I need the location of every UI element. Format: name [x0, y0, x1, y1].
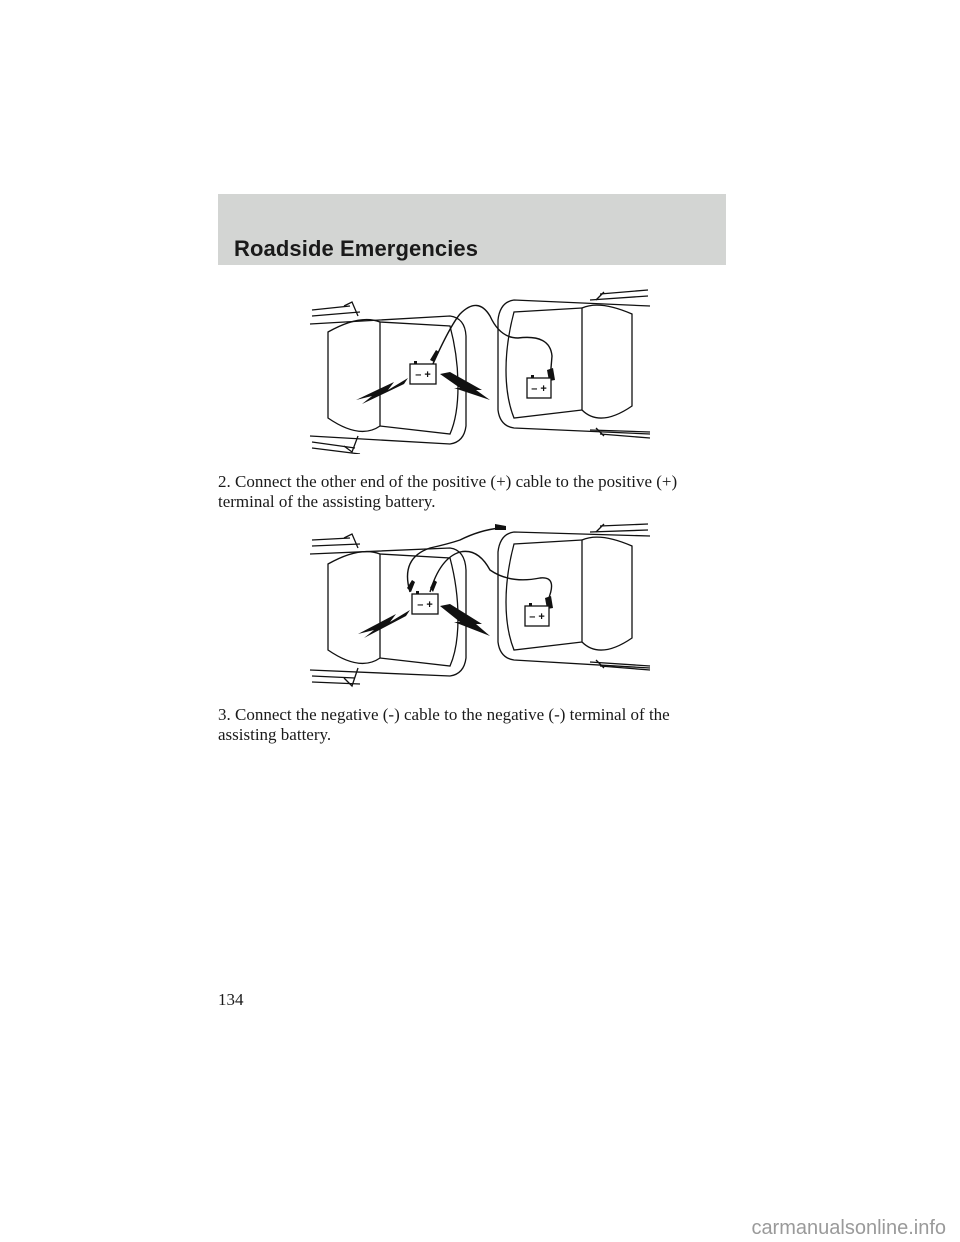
- jump-start-diagram-1: [300, 286, 660, 454]
- lightning-bolt-icon: [440, 372, 490, 400]
- battery-right-terminals: – +: [531, 383, 547, 395]
- battery-left-terminals: – +: [415, 369, 431, 381]
- lightning-bolt-icon: [440, 604, 490, 636]
- site-watermark: carmanualsonline.info: [751, 1217, 946, 1239]
- battery-right-terminals: – +: [529, 611, 545, 623]
- battery-left-terminals: – +: [417, 599, 433, 611]
- lightning-bolt-icon: [358, 610, 410, 638]
- lightning-bolt-icon: [356, 378, 408, 404]
- jump-start-diagram-2: [300, 518, 660, 690]
- page-number: 134: [218, 990, 244, 1009]
- instruction-step-3: 3. Connect the negative (-) cable to the negative (-) terminal of the assisting battery.: [218, 705, 670, 744]
- section-title: Roadside Emergencies: [234, 236, 479, 261]
- instruction-step-2: 2. Connect the other end of the positive (+) cable to the positive (+) terminal of the assisting battery.: [218, 472, 678, 511]
